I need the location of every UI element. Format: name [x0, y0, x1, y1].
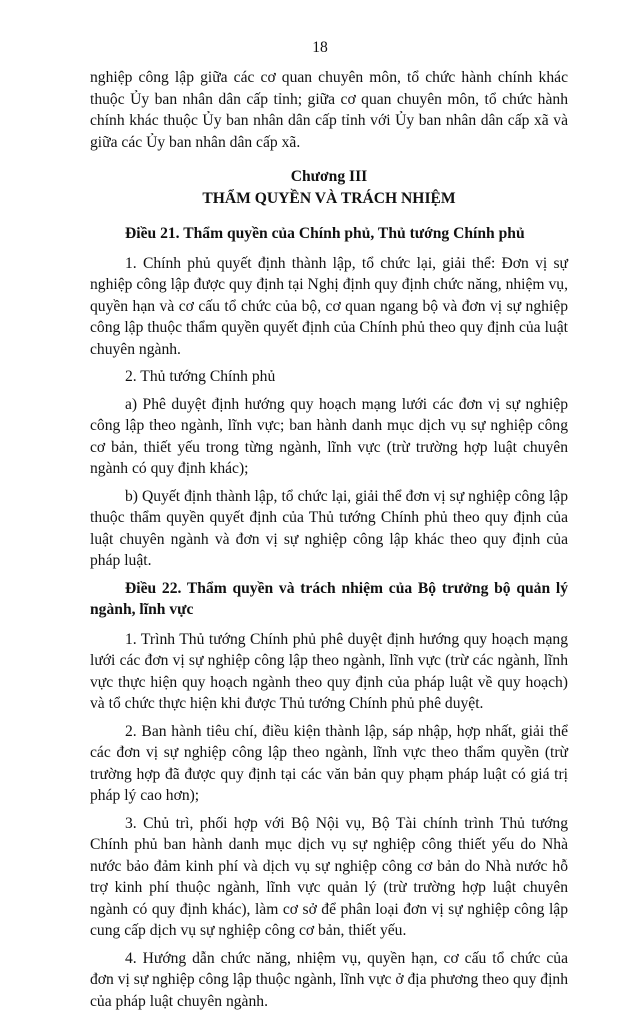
article-21-clause-2a: a) Phê duyệt định hướng quy hoạch mạng lưới các đơn vị sự nghiệp công lập theo ngành, lĩnh vực; ban hành danh mục dịch vụ sự nghiệp công cơ bản, thiết yếu trong từng ngành, lĩnh vực (trừ trường hợp luật chuyên ngành có quy định khác);	[90, 395, 568, 477]
article-21-clause-1: 1. Chính phủ quyết định thành lập, tổ chức lại, giải thể: Đơn vị sự nghiệp công lập được quy định tại Nghị định quy định chức năng, nhiệm vụ, quyền hạn và cơ cấu tổ chức của bộ, cơ quan ngang bộ và đơn vị sự nghiệp công lập thuộc thẩm quyền quyết định của Chính phủ theo quy định của luật chuyên ngành.	[90, 254, 568, 358]
article-21-heading: Điều 21. Thẩm quyền của Chính phủ, Thủ tướng Chính phủ	[125, 225, 525, 242]
article-22-clause-4: 4. Hướng dẫn chức năng, nhiệm vụ, quyền hạn, cơ cấu tổ chức của đơn vị sự nghiệp công lập thuộc ngành, lĩnh vực ở địa phương theo quy định của pháp luật chuyên ngành.	[90, 949, 568, 1010]
page-content	[90, 67, 568, 1018]
chapter-heading	[90, 166, 568, 209]
intro-paragraph: nghiệp công lập giữa các cơ quan chuyên môn, tổ chức hành chính khác thuộc Ủy ban nhân dân cấp tỉnh; giữa cơ quan chuyên môn, tổ chức hành chính khác thuộc Ủy ban nhân dân cấp tỉnh với Ủy ban nhân dân cấp xã và giữa các Ủy ban nhân dân cấp xã.	[90, 69, 568, 151]
article-21-clause-2: 2. Thủ tướng Chính phủ	[125, 368, 276, 385]
article-22-clause-1: 1. Trình Thủ tướng Chính phủ phê duyệt định hướng quy hoạch mạng lưới các đơn vị sự nghiệp công lập theo ngành, lĩnh vực (trừ các ngành, lĩnh vực thực hiện quy hoạch ngành theo quy định của pháp luật về quy hoạch) và tổ chức thực hiện khi được Thủ tướng Chính phủ phê duyệt.	[90, 630, 568, 712]
page-number: 18	[312, 39, 328, 56]
article-22-clause-3: 3. Chủ trì, phối hợp với Bộ Nội vụ, Bộ Tài chính trình Thủ tướng Chính phủ ban hành danh mục dịch vụ sự nghiệp công thiết yếu do Nhà nước bảo đảm kinh phí và dịch vụ sự nghiệp công cơ bản do Nhà nước hỗ trợ kinh phí thuộc ngành, lĩnh vực quản lý (trừ trường hợp luật chuyên ngành có quy định khác), làm cơ sở để phân loại đơn vị sự nghiệp công lập cung cấp dịch vụ sự nghiệp công cơ bản, thiết yếu.	[90, 814, 568, 939]
chapter-title: THẨM QUYỀN VÀ TRÁCH NHIỆM	[202, 189, 456, 207]
article-21-clause-2b: b) Quyết định thành lập, tổ chức lại, giải thể đơn vị sự nghiệp công lập thuộc thẩm quyền quyết định của Thủ tướng Chính phủ theo quy định của luật chuyên ngành và đơn vị sự nghiệp công lập khác theo quy định của pháp luật.	[90, 487, 568, 569]
article-22-clause-2: 2. Ban hành tiêu chí, điều kiện thành lập, sáp nhập, hợp nhất, giải thể các đơn vị sự nghiệp công lập theo ngành, lĩnh vực theo thẩm quyền (trừ trường hợp đã được quy định tại các văn bản quy phạm pháp luật có giá trị pháp lý cao hơn);	[90, 722, 568, 804]
article-22-heading: Điều 22. Thẩm quyền và trách nhiệm của Bộ trưởng bộ quản lý ngành, lĩnh vực	[90, 579, 568, 618]
chapter-number: Chương III	[290, 168, 368, 185]
